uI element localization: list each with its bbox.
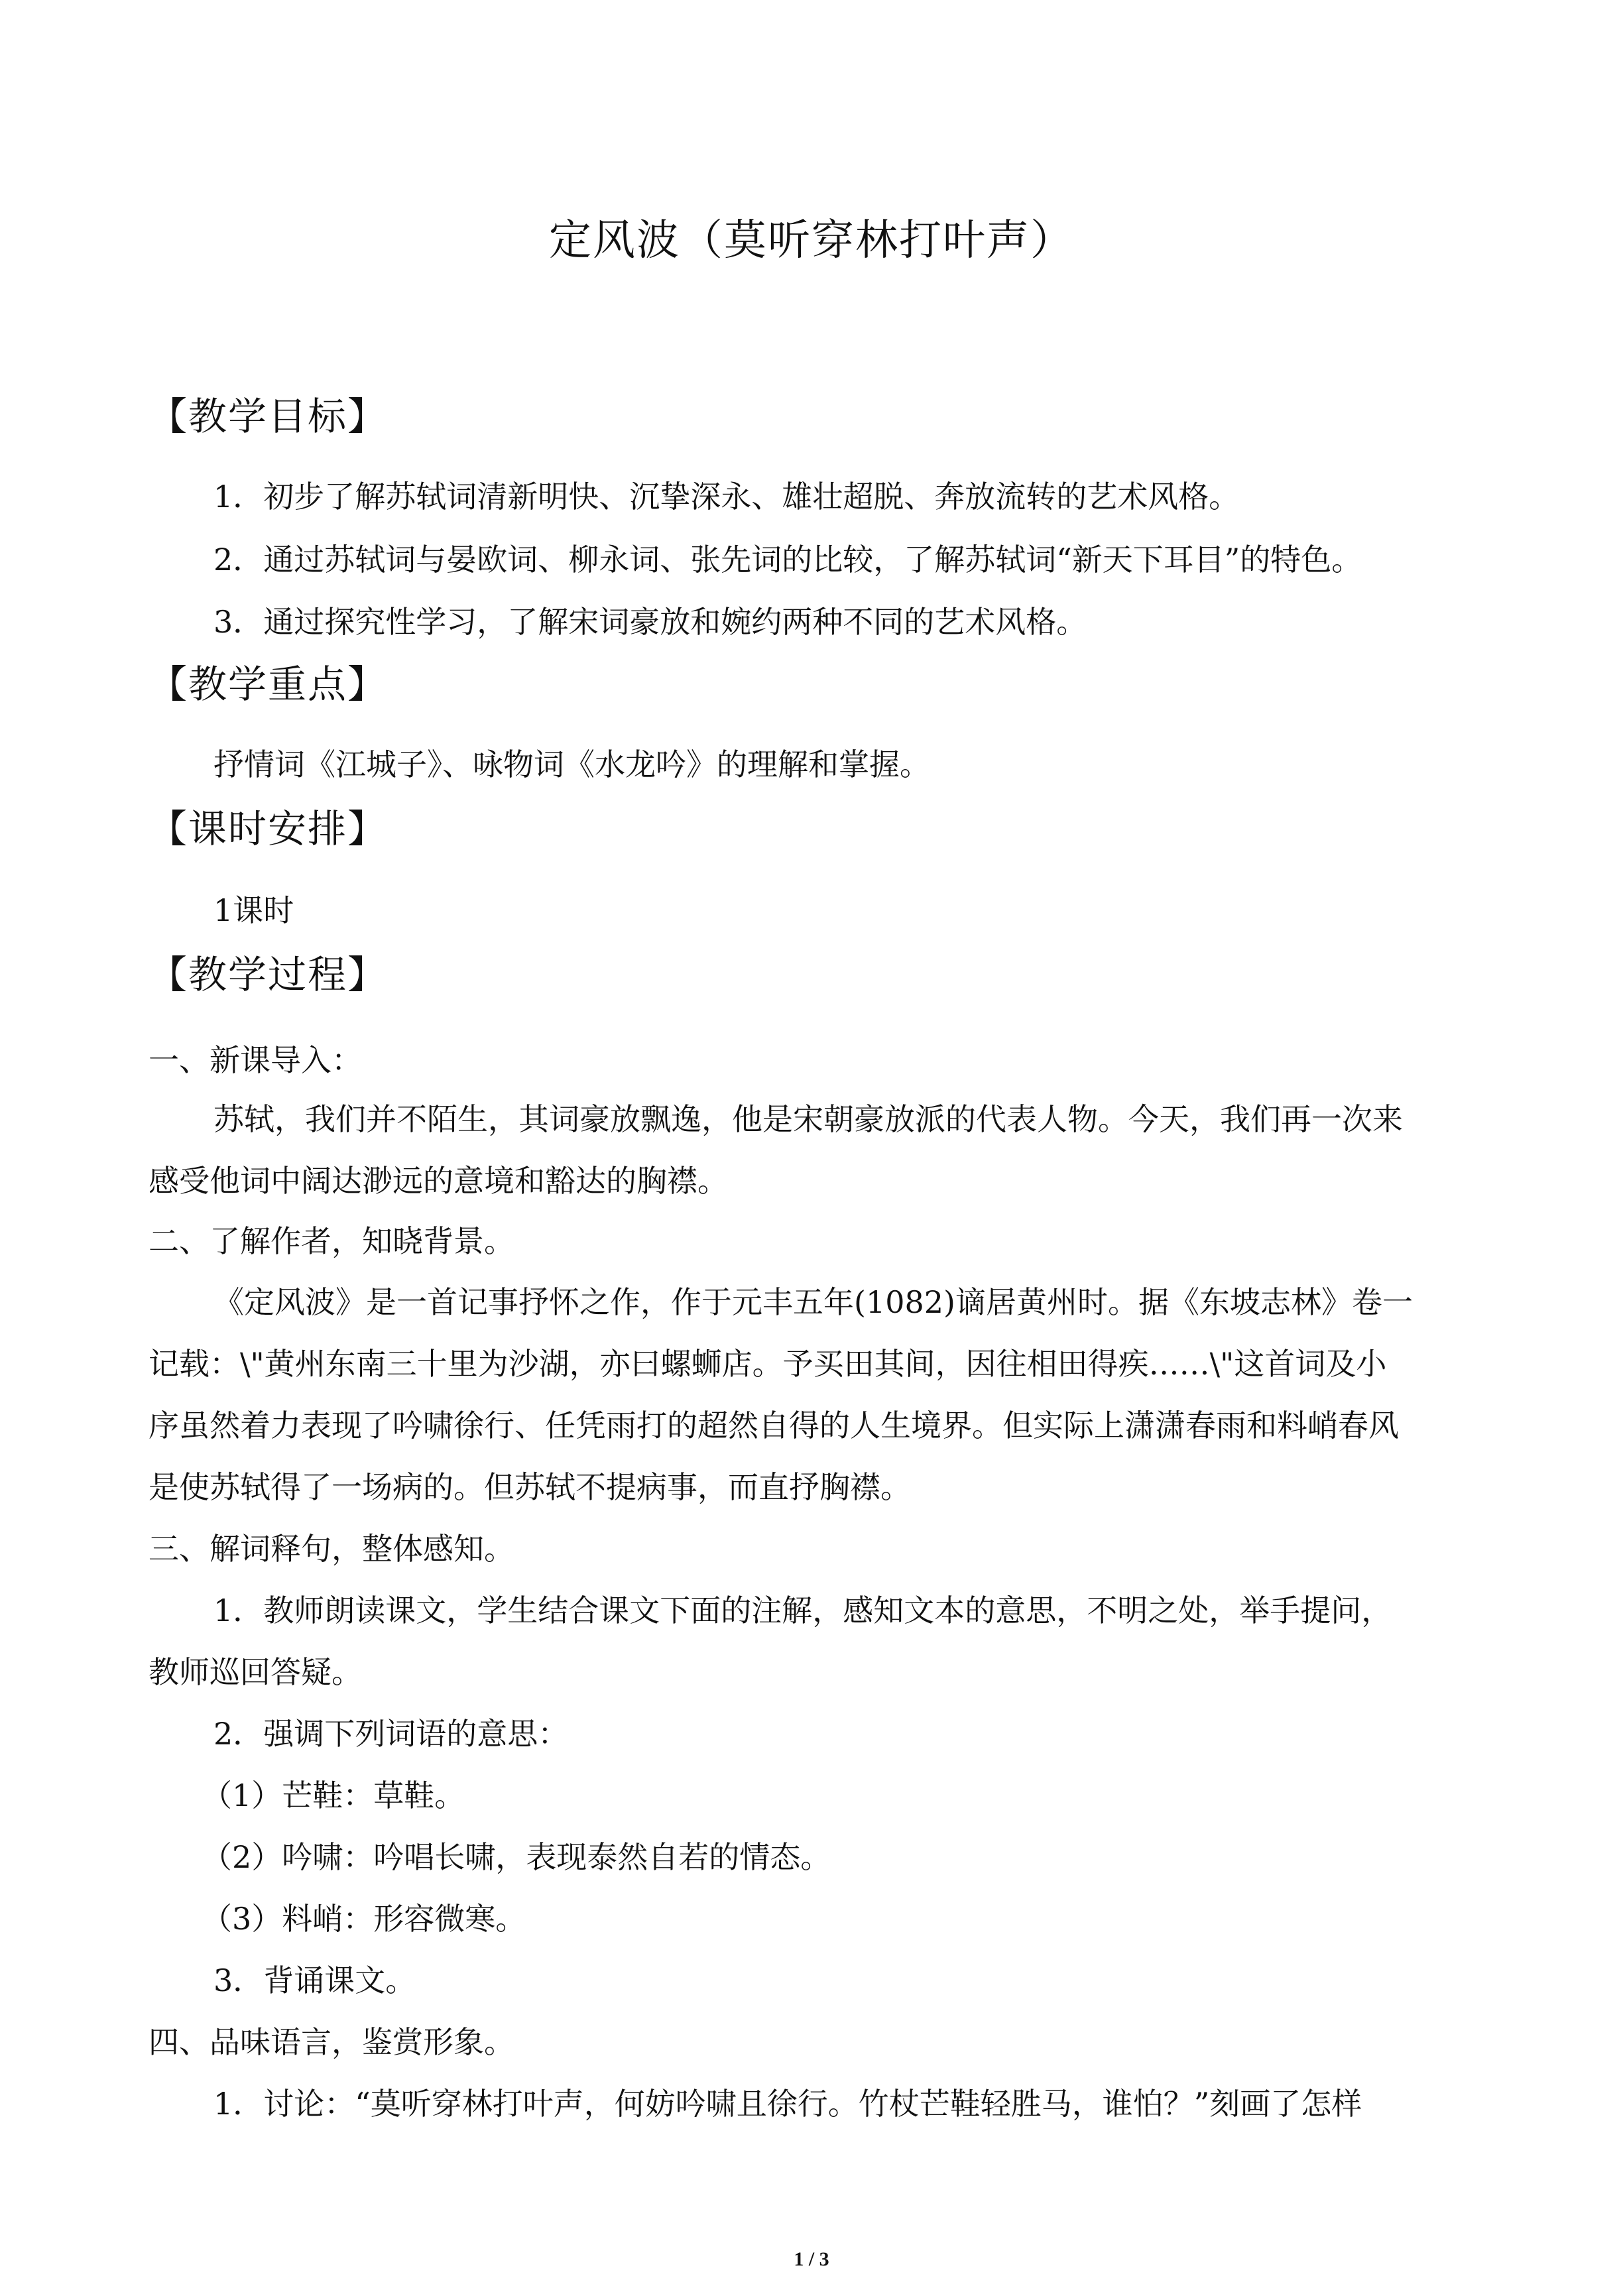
term-mangxie: （1）芒鞋：草鞋。 (202, 1778, 465, 1813)
part1-line-2: 感受他词中阔达渺远的意境和豁达的胸襟。 (149, 1163, 728, 1199)
goal-item-2: 2．通过苏轼词与晏欧词、柳永词、张先词的比较，了解苏轼词“新天下耳目”的特色。 (213, 542, 1362, 577)
heading-teaching-process: 【教学过程】 (149, 952, 388, 997)
part4-title: 四、品味语言，鉴赏形象。 (149, 2024, 514, 2060)
part2-line-4: 是使苏轼得了一场病的。但苏轼不提病事，而直抒胸襟。 (149, 1469, 911, 1505)
focus-text: 抒情词《江城子》、咏物词《水龙吟》的理解和掌握。 (213, 747, 930, 782)
heading-teaching-goals: 【教学目标】 (149, 394, 388, 439)
part1-line-1: 苏轼，我们并不陌生，其词豪放飘逸，他是宋朝豪放派的代表人物。今天，我们再一次来 (213, 1101, 1403, 1137)
term-yinxiao: （2）吟啸：吟唱长啸，表现泰然自若的情态。 (202, 1839, 831, 1875)
part2-line-3: 序虽然着力表现了吟啸徐行、任凭雨打的超然自得的人生境界。但实际上潇潇春雨和料峭春风 (149, 1408, 1399, 1443)
part2-line-1: 《定风波》是一首记事抒怀之作，作于元丰五年(1082)谪居黄州时。据《东坡志林》卷一 (213, 1284, 1413, 1320)
goal-item-1: 1．初步了解苏轼词清新明快、沉挚深永、雄壮超脱、奔放流转的艺术风格。 (213, 479, 1240, 514)
part1-title: 一、新课导入： (149, 1042, 362, 1078)
part3-item1-line-2: 教师巡回答疑。 (149, 1654, 362, 1690)
part2-title: 二、了解作者，知晓背景。 (149, 1223, 514, 1259)
part3-item3: 3．背诵课文。 (213, 1963, 416, 1998)
page-number: 1 / 3 (794, 2248, 829, 2270)
part2-line-2: 记载：\"黄州东南三十里为沙湖，亦曰螺蛳店。予买田其间，因往相田得疾……\"这首词及小 (149, 1346, 1387, 1382)
page-title: 定风波（莫听穿林打叶声） (549, 216, 1074, 265)
part3-title: 三、解词释句，整体感知。 (149, 1531, 514, 1567)
goal-item-3: 3．通过探究性学习，了解宋词豪放和婉约两种不同的艺术风格。 (213, 604, 1087, 640)
term-liaoqiao: （3）料峭：形容微寒。 (202, 1901, 526, 1937)
part3-item1-line-1: 1．教师朗读课文，学生结合课文下面的注解，感知文本的意思，不明之处，举手提问， (213, 1593, 1392, 1628)
heading-teaching-focus: 【教学重点】 (149, 662, 388, 707)
heading-schedule: 【课时安排】 (149, 806, 388, 851)
part3-item2: 2．强调下列词语的意思： (213, 1716, 569, 1752)
schedule-text: 1课时 (213, 892, 294, 928)
part4-item1: 1．讨论：“莫听穿林打叶声，何妨吟啸且徐行。竹杖芒鞋轻胜马，谁怕？”刻画了怎样 (213, 2086, 1362, 2122)
